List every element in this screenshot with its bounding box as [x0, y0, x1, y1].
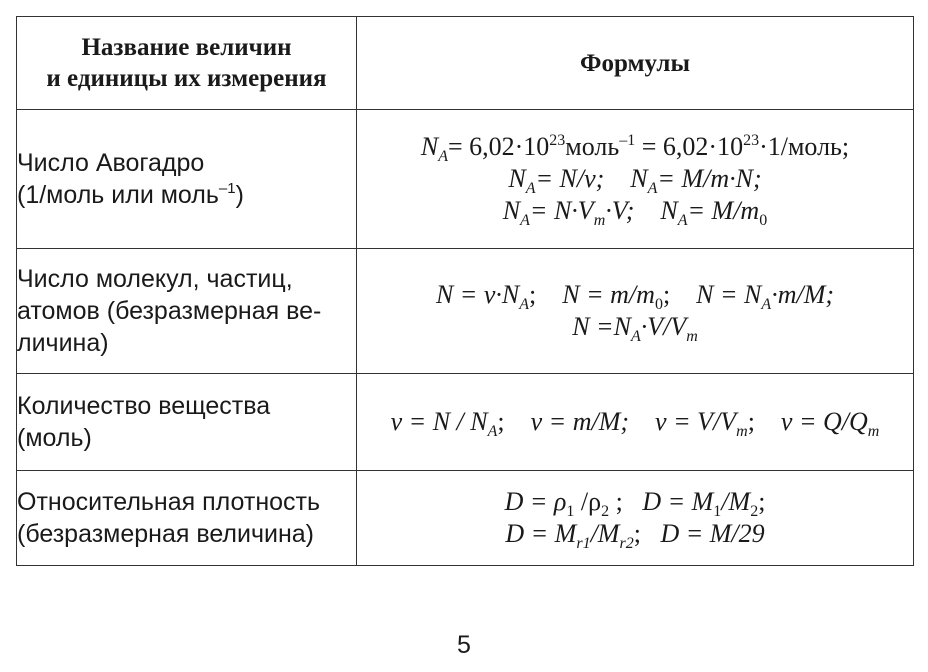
page-number: 5 [457, 631, 471, 659]
quantity-name-line: (1/моль или моль$^{-1}$) [17, 180, 244, 209]
table-row [17, 110, 914, 249]
formula-cell [357, 110, 914, 249]
formula-line: $D = M_{r1}/M_{r2}$; D = M/29 [505, 519, 765, 552]
header-quantity-cell [17, 17, 357, 110]
formula-line: $N_A=$ $6,02\cdot 10^{23}моль^{-1}$ = $6,02\cdot 10^{23}\cdot 1$/моль; [420, 132, 850, 165]
formula-line: $N_A= N/\nu$; $N_A= M/m\cdot N$; [508, 164, 762, 197]
quantity-name-line: Количество вещества [17, 392, 271, 420]
header-quantity-line2: и единицы их измерения [46, 65, 327, 92]
quantity-name-line: атомов (безразмерная ве- [17, 297, 322, 325]
quantity-name-line: (безразмерная величина) [17, 520, 315, 548]
formula-cell [357, 374, 914, 471]
quantity-name-line: личина) [17, 329, 109, 357]
quantity-name-line: (моль) [17, 424, 92, 452]
quantity-name-cell [17, 249, 357, 374]
formula-cell [357, 249, 914, 374]
table-row [17, 374, 914, 471]
quantity-name-cell [17, 374, 357, 471]
quantity-name-cell [17, 110, 357, 249]
quantity-name-line: Число Авогадро [17, 149, 205, 177]
quantity-name-line: Относительная плотность [17, 488, 321, 516]
table-header-row [17, 17, 914, 110]
quantity-name-line: Число молекул, частиц, [17, 265, 293, 293]
formulas-table [16, 16, 914, 566]
formula-cell [357, 471, 914, 566]
table-row [17, 249, 914, 374]
header-formulas-cell: Формулы [357, 17, 914, 110]
quantity-name-cell [17, 471, 357, 566]
formula-line: $\nu = N / N_A$; ν = m/M; $\nu = V/V_m$; $\nu = Q/Q_m$ [390, 407, 880, 440]
formula-line: $D = \rho_1$ $/\rho_2$ ; $D = M_1/M_2$; [504, 487, 766, 520]
formula-line: $N = \nu\cdot N_A$; $N = m/m_0$; $N = N_A\cdot m/M$; [435, 280, 835, 313]
formula-line: $N =N_A\cdot V/V_m$ [572, 312, 698, 345]
formula-line: $N_A= N\cdot V_m\cdot V$; $N_A= M/m_0$ [502, 196, 768, 229]
header-quantity-line1: Название величин [81, 34, 292, 61]
table-row [17, 471, 914, 566]
